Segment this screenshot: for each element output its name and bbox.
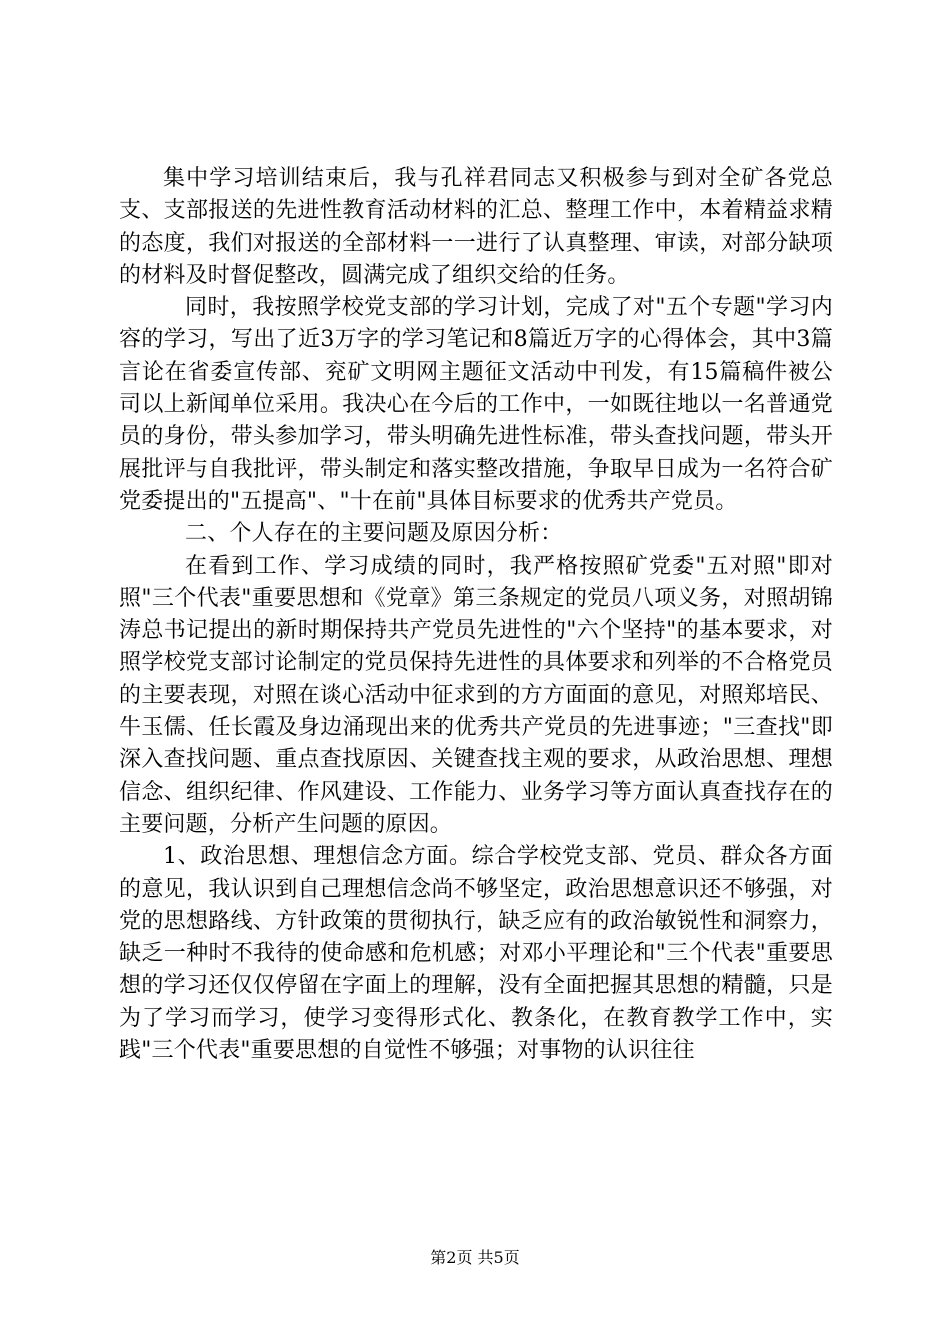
paragraph-summary-work: 集中学习培训结束后，我与孔祥君同志又积极参与到对全矿各党总支、支部报送的先进性教育活动材料的汇总、整理工作中，本着精益求精的态度，我们对报送的全部材料一一进行了认真整理、审读，对部分缺项的材料及时督促整改，圆满完成了组织交给的任务。 [119, 166, 833, 288]
document-body [119, 163, 833, 1067]
page-number-footer: 第2页 共5页 [430, 1248, 520, 1267]
paragraph-political-thought: 1、政治思想、理想信念方面。综合学校党支部、党员、群众各方面的意见，我认识到自己理想信念尚不够坚定，政治思想意识还不够强，对党的思想路线、方针政策的贯彻执行，缺乏应有的政治敏锐性和洞察力，缺乏一种时不我待的使命感和危机感；对邓小平理论和"三个代表"重要思想的学习还仅仅停留在字面上的理解，没有全面把握其思想的精髓，只是为了学习而学习，使学习变得形式化、教条化，在教育教学工作中，实践"三个代表"重要思想的自觉性不够强；对事物的认识往往 [119, 844, 833, 1064]
section-heading-problems: 二、个人存在的主要问题及原因分析： [185, 521, 563, 547]
paragraph-study-plan: 同时，我按照学校党支部的学习计划，完成了对"五个专题"学习内容的学习，写出了近3万字的学习笔记和8篇近万字的心得体会，其中3篇言论在省委宣传部、兖矿文明网主题征文活动中刊发，有15篇稿件被公司以上新闻单位采用。我决心在今后的工作中，一如既往地以一名普通党员的身份，带头参加学习，带头明确先进性标准，带头查找问题，带头开展批评与自我批评，带头制定和落实整改措施，争取早日成为一名符合矿党委提出的"五提高"、"十在前"具体目标要求的优秀共产党员。 [119, 295, 833, 514]
paragraph-self-check: 在看到工作、学习成绩的同时，我严格按照矿党委"五对照"即对照"三个代表"重要思想和《党章》第三条规定的党员八项义务，对照胡锦涛总书记提出的新时期保持共产党员先进性的"六个坚持"的基本要求，对照学校党支部讨论制定的党员保持先进性的具体要求和列举的不合格党员的主要表现，对照在谈心活动中征求到的方方面面的意见，对照郑培民、牛玉儒、任长霞及身边涌现出来的优秀共产党员的先进事迹；"三查找"即深入查找问题、重点查找原因、关键查找主观的要求，从政治思想、理想信念、组织纪律、作风建设、工作能力、业务学习等方面认真查找存在的主要问题，分析产生问题的原因。 [119, 553, 833, 837]
